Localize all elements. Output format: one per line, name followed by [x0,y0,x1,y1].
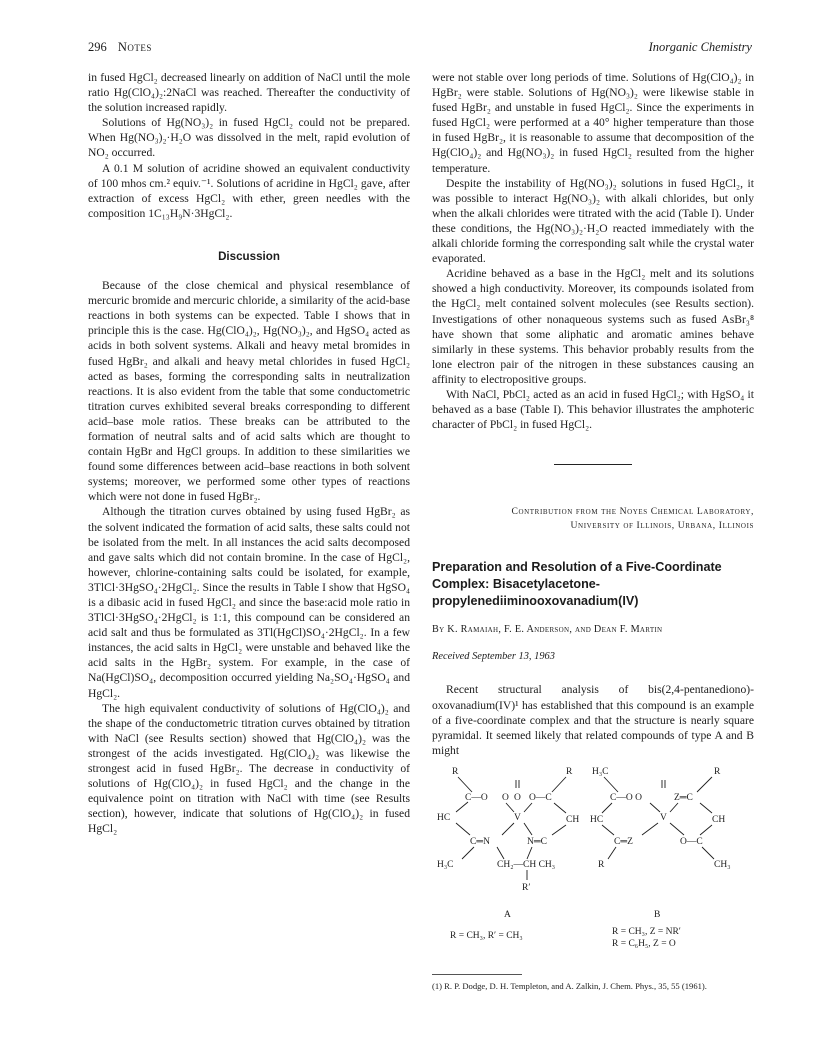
struct-label: H₃C [592,766,609,777]
struct-name: A [504,909,511,920]
struct-label: C—O O [610,792,642,803]
paragraph: Although the titration curves obtained by using fused HgBr₂ as the solvent indicated the formation of acid salts, these salts could not be isolated from the melt. In all instances the acid salts decomposed and gave salts which did not contain bromine. In the case of HgCl₂, however, chlorine-containing salts could be isolated, for example, 3TlCl·3HgSO₄·2HgCl₂. Since the results in Table I show that HgSO₄ is a dibasic acid in fused HgCl₂ and since the base:acid mole ratio in 3TlCl·3HgSO₄·2HgCl₂ is 1:1, this compound can be considered an acid salt and thus be formulated as 3Tl(HgCl)SO₄·2HgCl₂. In a few instances, the acid salts in HgCl₂ were unstable and behaved like the acid salts in the HgBr₂ system. For example, in the case of Na(HgCl)SO₄, decomposition occurred yielding Na₂SO₄·HgSO₄ and HgCl₂. [88,505,410,700]
paragraph: The high equivalent conductivity of solutions of Hg(ClO₄)₂ and the shape of the conductometric titration curves obtained by titration with NaCl (see Results section) showed that Hg(ClO₄)₂ was the strongest of the acids investigated. Hg(ClO₄)₂ was likewise the strongest acid in fused HgBr₂. The decrease in conductivity of solutions of Hg(ClO₄)₂ in fused HgCl₂ and the change in the equivalence point on titration with NaCl with time (see Results section), however, indicate that solutions of Hg(ClO₄)₂ in fused HgCl₂ [88,701,410,836]
paragraph: Solutions of Hg(NO₃)₂ in fused HgCl₂ could not be prepared. When Hg(NO₃)₂·H₂O was dissolved in the melt, rapid evolution of NO₂ occurred. [88,116,410,160]
struct-label: R [598,859,605,870]
section-divider [554,464,632,465]
section-name: Notes [117,40,152,54]
struct-label: HC [437,812,451,823]
paragraph: With NaCl, PbCl₂ acted as an acid in fused HgCl₂; with HgSO₄ it behaved as a base (Table I). This behavior illustrates the amphoteric character of PbCl₂ in fused HgCl₂. [432,387,754,432]
struct-label: H₃C [437,859,454,870]
struct-label: O—C [680,836,703,847]
contribution-line: University of Illinois, Urbana, Illinois [570,520,754,532]
structure-diagram [432,762,754,970]
article-title: Preparation and Resolution of a Five-Coordinate Complex: Bisacetylacetone-propylenediiminooxovanadium(IV) [432,560,722,609]
struct-label: CH [712,814,726,825]
struct-label: V [660,812,667,823]
struct-label: R′ [522,882,531,893]
header-left [88,40,152,55]
paragraph: were not stable over long periods of time. Solutions of Hg(ClO₄)₂ in HgBr₂ were stable. Solutions of Hg(NO₃)₂ were likewise stable in fused HgBr₂ and unstable in fused HgCl₂. Since the experiments in fused HgCl₂ were performed at a 40° higher temperature than those in fused HgBr₂, it is reasonable to assume that decomposition of the Hg(ClO₄)₂ and Hg(NO₃)₂ in fused HgCl₂ resulted from the higher temperature. [432,71,754,175]
footnote: (1) R. P. Dodge, D. H. Templeton, and A. Zalkin, J. Chem. Phys., 35, 55 (1961). [432,980,707,991]
struct-label: C═N [470,836,490,847]
left-column [88,70,410,837]
paragraph: Acridine behaved as a base in the HgCl₂ melt and its solutions showed a high conductivity. Moreover, its compounds isolated from the HgCl₂ melt contained solvent molecules (see Results section). Investigations of other nonaqueous systems such as fused AsBr₃⁸ have shown that some aliphatic and aromatic amines behave similarly in these systems. This behavior probably results from the lone electron pair of the nitrogen in these substances causing an affinity to electropositive groups. [432,267,754,386]
paragraph: A 0.1 M solution of acridine showed an equivalent conductivity of 100 mhos cm.² equiv.⁻¹. Solutions of acridine in HgCl₂ gave, after extraction of excess HgCl₂ with ether, green needles with the composition 1C₁₃H₉N·3HgCl₂. [88,161,410,220]
contribution-line: Contribution from the Noyes Chemical Laboratory, [511,506,754,518]
struct-label: Z═C [674,792,693,803]
struct-caption: R = CH₃, Z = NR′ [612,926,681,937]
struct-label: R [452,766,459,777]
contribution-affiliation [432,505,754,533]
paragraph: Because of the close chemical and physical resemblance of mercuric bromide and mercuric chloride, a similarity of the acid-base reactions in both systems can be expected. Table I shows that in principle this is the case. Hg(ClO₄)₂, Hg(NO₃)₂, and HgSO₄ acted as acids in both solvent systems. Alkali and heavy metal bromides in fused HgBr₂ and alkali and heavy metal chlorides in fused HgCl₂ acted as bases, forming the corresponding salts in neutralization reactions. It is also evident from the table that some conductometric titration curves exhibited several breaks corresponding to different acid–base mole ratios. These breaks can be attributed to the formation of neutral salts and of acid salts which are thought to contain HgBr and HgCl groups. In addition to these similarities we found some differences between acid–base reactions in both solvent systems; moreover, we performed some other types of reactions which were not done in fused HgBr₂. [88,279,410,504]
struct-label: CH₃ [714,859,731,870]
struct-caption: R = C₆H₅, Z = O [612,938,676,949]
page-number: 296 [88,40,107,54]
struct-label: CH₂—CH CH₃ [497,859,556,870]
paragraph: Recent structural analysis of bis(2,4-pentanediono)-oxovanadium(IV)¹ has established that this compound is an example of a five-coordinate complex and that the structure is nearly square pyramidal. It seemed likely that related compounds of type A and B might [432,683,754,757]
struct-caption: R = CH₃, R′ = CH₃ [450,930,523,941]
struct-label: C═Z [614,836,633,847]
right-column [432,70,754,992]
article-authors: By K. Ramaiah, F. E. Anderson, and Dean F. Martin [432,624,663,636]
journal-name: Inorganic Chemistry [648,40,752,54]
struct-label: N═C [527,836,547,847]
structure-a [437,767,579,941]
paragraph: Despite the instability of Hg(NO₃)₂ solutions in fused HgCl₂, it was possible to interact Hg(NO₃)₂ with alkali chlorides, but only when the alkali chlorides were titrated with the acid (Table I). Under these conditions, the Hg(NO₃)₂·H₂O reacted immediately with the alkali chloride forming the corresponding salt while the crystal water evaporated. [432,176,754,266]
struct-label: V [514,812,521,823]
struct-label: O—C [529,792,552,803]
struct-name: B [654,909,661,920]
struct-label: CH [566,814,580,825]
struct-label: HC [590,814,604,825]
chemical-structures [432,762,754,970]
section-heading: Discussion [218,249,280,263]
struct-label: O [514,792,521,803]
paragraph: in fused HgCl₂ decreased linearly on addition of NaCl until the mole ratio Hg(ClO₄)₂:2NaCl was reached. Thereafter the conductivity of the solution increased rapidly. [88,71,410,115]
struct-label: R [566,766,573,777]
struct-label: C—O [465,792,488,803]
received-date: Received September 13, 1963 [432,651,555,663]
structure-b [590,767,731,949]
footnote-divider [432,974,522,975]
struct-label: O [502,792,509,803]
struct-label: R [714,766,721,777]
